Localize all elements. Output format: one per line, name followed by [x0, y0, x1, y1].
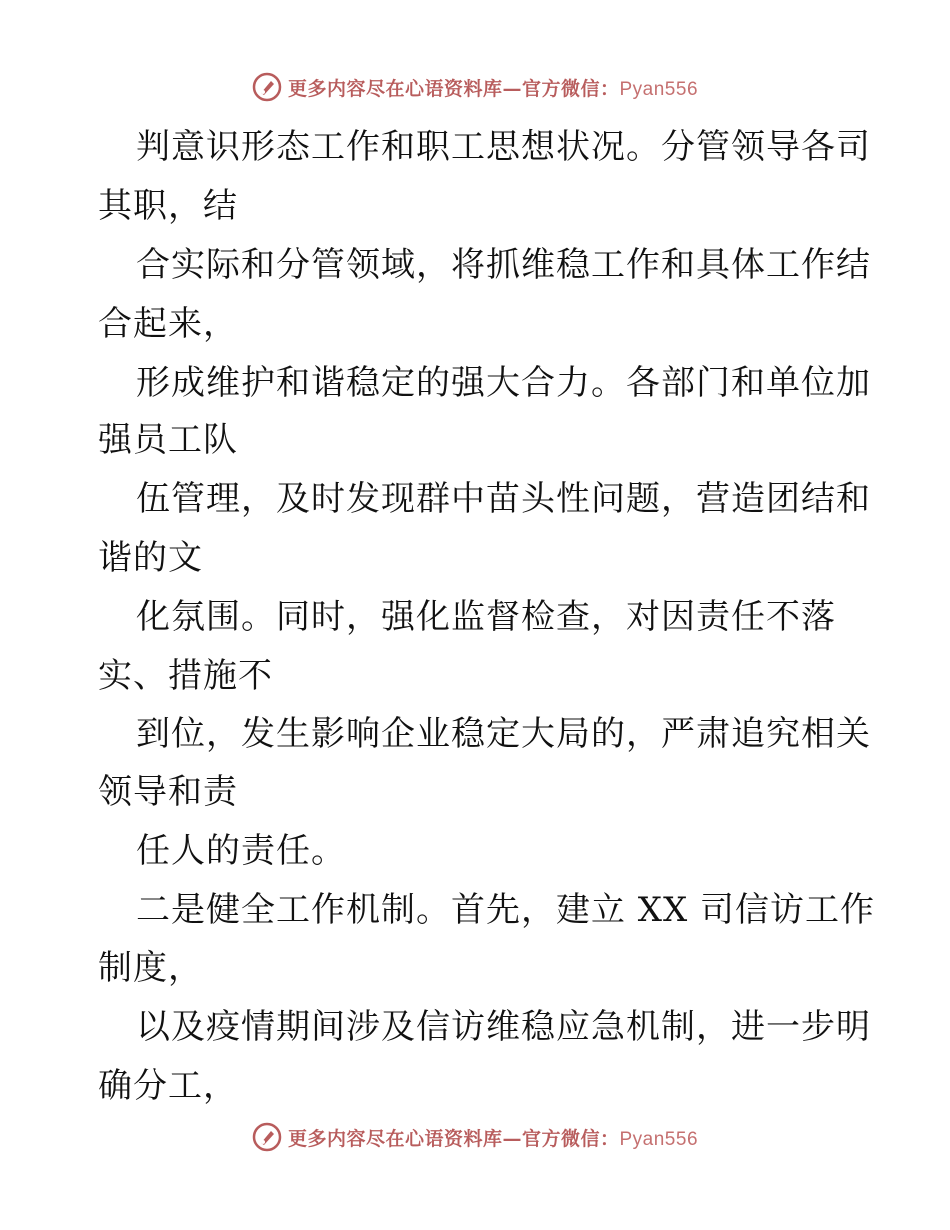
text-line: 制度， — [98, 948, 203, 988]
text-line: 合起来， — [98, 304, 238, 344]
text-line: 确分工， — [98, 1066, 238, 1106]
text-line: 化氛围。同时，强化监督检查，对因责任不落 — [136, 597, 836, 637]
text-line: 强员工队 — [98, 420, 238, 460]
text-line: 以及疫情期间涉及信访维稳应急机制，进一步明 — [136, 1007, 871, 1047]
footer-watermark — [0, 1122, 950, 1152]
text-line: 谐的文 — [98, 538, 203, 578]
text-line: 判意识形态工作和职工思想状况。分管领导各司 — [136, 127, 871, 167]
pen-nib-logo-icon — [252, 1122, 282, 1152]
text-line: 实、措施不 — [98, 656, 273, 696]
text-line: 形成维护和谐稳定的强大合力。各部门和单位加 — [136, 363, 871, 403]
watermark-text: 更多内容尽在心语资料库—官方微信：Pyan556 — [287, 77, 699, 100]
text-line: 到位，发生影响企业稳定大局的，严肃追究相关 — [136, 714, 871, 754]
text-line: 其职，结 — [98, 186, 238, 226]
text-line: 任人的责任。 — [136, 831, 346, 871]
text-line: 伍管理，及时发现群中苗头性问题，营造团结和 — [136, 479, 871, 519]
watermark-text: 更多内容尽在心语资料库—官方微信：Pyan556 — [287, 1127, 699, 1150]
text-line: 二是健全工作机制。首先，建立 XX 司信访工作 — [136, 890, 876, 930]
text-line: 合实际和分管领域，将抓维稳工作和具体工作结 — [136, 245, 871, 285]
text-line: 领导和责 — [98, 772, 238, 812]
